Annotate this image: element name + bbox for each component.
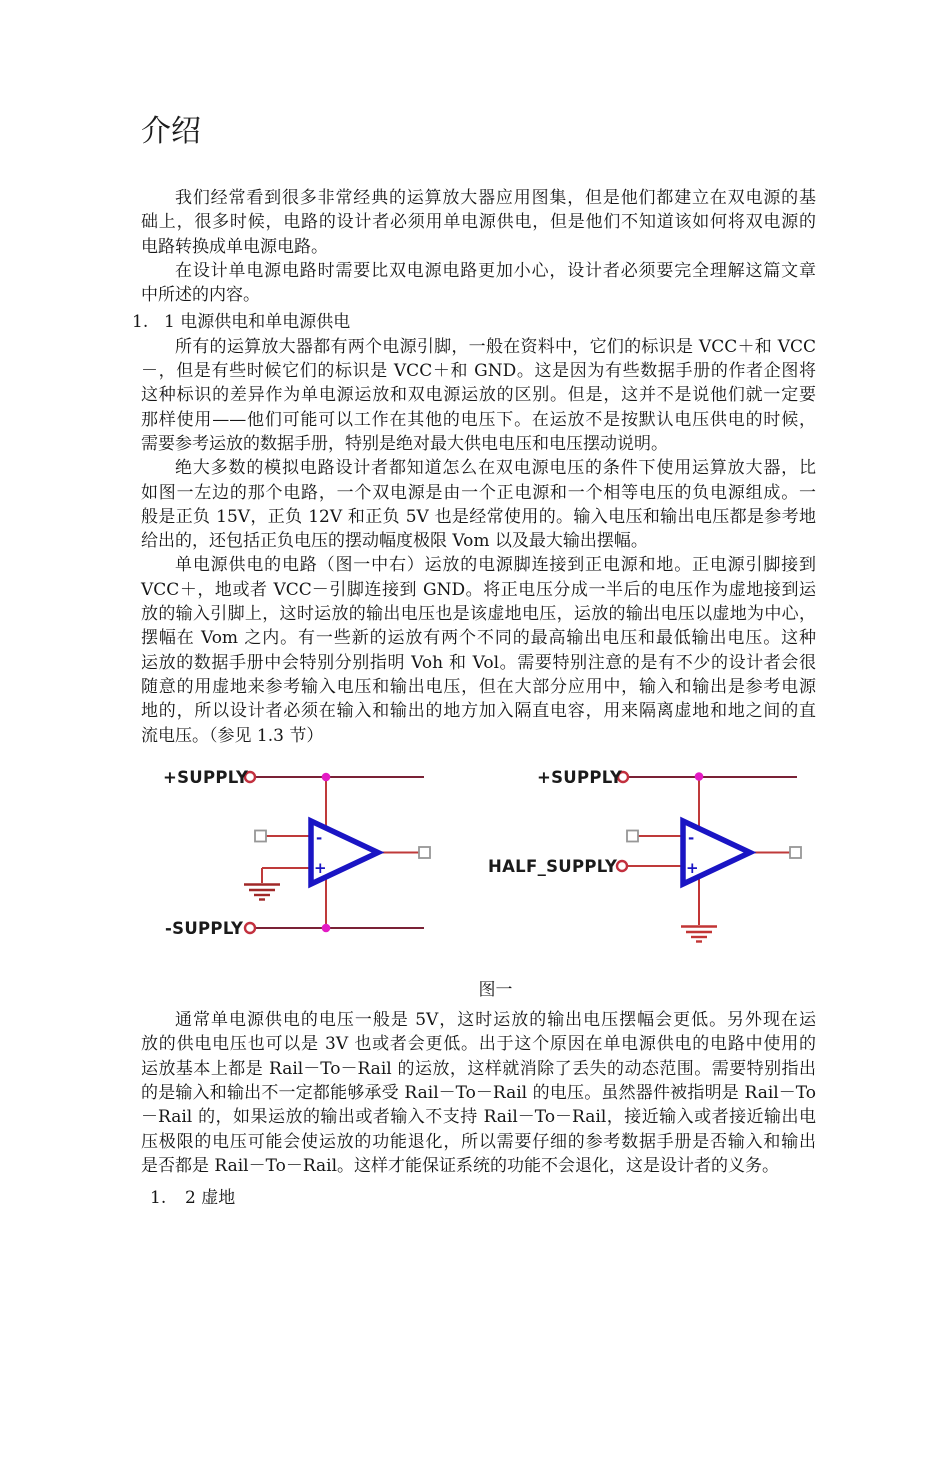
right-output-pad [790, 847, 801, 858]
text-line: 运放的数据手册中会特别分别指明 Voh 和 Vol。需要特别注意的是有不少的设计者会很 [141, 652, 816, 673]
text-line: 那样使用——他们可能可以工作在其他的电压下。在运放不是按默认电压供电的时候， [141, 409, 816, 430]
text-line: 放的供电电压也可以是 3V 也或者会更低。出于这个原因在单电源供电的电路中使用的 [141, 1034, 816, 1055]
list-item-virtual-ground [141, 1186, 816, 1210]
right-opamp-plus-sign: + [686, 858, 699, 877]
left-minus-supply-terminal [245, 923, 255, 933]
list-item-label: 2 虚地 [185, 1188, 236, 1209]
text-line: 所有的运算放大器都有两个电源引脚，一般在资料中，它们的标识是 VCC＋和 VCC [175, 336, 816, 357]
figure-caption: 图一 [478, 979, 513, 1000]
right-ground-symbol [681, 926, 717, 941]
text-line: 运放基本上都是 Rail－To－Rail 的运放，这样就消除了丢失的动态范围。需要特别指出 [141, 1058, 816, 1079]
text-line: 础上，很多时候，电路的设计者必须用单电源供电，但是他们不知道该如何将双电源的 [141, 212, 816, 233]
paragraph-single-supply [141, 553, 816, 747]
paragraph-dual-supply [141, 456, 816, 553]
figure-1-schematic [130, 750, 810, 950]
text-line: 需要参考运放的数据手册，特别是绝对最大供电电压和电压摆动说明。 [141, 433, 668, 454]
text-column [0, 112, 950, 1211]
text-line: 随意的用虚地来参考输入电压和输出电压，但在大部分应用中，输入和输出是参考电源 [141, 676, 816, 697]
page-title: 介绍 [141, 114, 201, 149]
text-line: 流电压。（参见 1.3 节） [141, 725, 324, 746]
left-ground-symbol [244, 884, 280, 899]
right-plus-supply-label: +SUPPLY [537, 767, 623, 787]
left-opamp-minus-sign: - [316, 828, 323, 847]
text-line: 我们经常看到很多非常经典的运算放大器应用图集，但是他们都建立在双电源的基 [175, 188, 816, 208]
text-line: 如图一左边的那个电路，一个双电源是由一个正电源和一个相等电压的负电源组成。一 [141, 482, 816, 503]
left-top-junction-dot [322, 773, 331, 782]
text-line: 摆幅在 Vom 之内。有一些新的运放有两个不同的最高输出电压和最低输出电压。这种 [141, 628, 816, 649]
text-line: －Rail 的，如果运放的输出或者输入不支持 Rail－To－Rail，接近输入或者接近输出电 [141, 1107, 816, 1128]
left-output-pad [419, 847, 430, 858]
text-line: 电路转换成单电源电路。 [141, 236, 328, 257]
text-line: 是否都是 Rail－To－Rail。这样才能保证系统的功能不会退化，这是设计者的义务。 [141, 1155, 780, 1176]
right-input-pad [627, 830, 638, 841]
text-line: 地的，所以设计者必须在输入和输出的地方加入隔直电容，用来隔离虚地和地之间的直 [141, 701, 816, 722]
text-line: 在设计单电源电路时需要比双电源电路更加小心，设计者必须要完全理解这篇文章 [175, 260, 816, 281]
text-line: 压极限的电压可能会使运放的功能退化，所以需要仔细的参考数据手册是否输入和输出 [141, 1131, 816, 1152]
paragraph-intro-1 [141, 186, 816, 259]
text-line: VCC＋，地或者 VCC－引脚连接到 GND。将正电压分成一半后的电压作为虚地接到运 [141, 579, 816, 600]
text-line: 的是输入和输出不一定都能够承受 Rail－To－Rail 的电压。虽然器件被指明是 Rail－To [141, 1083, 816, 1104]
right-half-supply-label: HALF_SUPPLY [488, 856, 618, 876]
left-input-pad [255, 830, 266, 841]
right-top-junction-dot [695, 772, 704, 781]
text-line: 中所述的内容。 [141, 285, 260, 306]
document-page [0, 112, 950, 1457]
list-number: 1. [150, 1188, 167, 1209]
text-line: 这种标识的差异作为单电源运放和双电源运放的区别。但是，这并不是说他们就一定要 [141, 385, 816, 406]
paragraph-rail-to-rail [141, 1008, 816, 1178]
left-plus-supply-label: +SUPPLY [163, 767, 249, 787]
right-half-supply-terminal [617, 861, 627, 871]
right-opamp-minus-sign: - [688, 828, 695, 847]
left-minus-supply-label: -SUPPLY [165, 918, 244, 938]
text-line: 单电源供电的电路（图一中右）运放的电源脚连接到正电源和地。正电源引脚接到 [175, 555, 816, 576]
text-line: 通常单电源供电的电压一般是 5V，这时运放的输出电压摆幅会更低。另外现在运 [175, 1010, 816, 1031]
text-line: 放的输入引脚上，这时运放的输出电压也是该虚地电压，运放的输出电压以虚地为中心， [141, 604, 816, 625]
text-line: －，但是有些时候它们的标识是 VCC＋和 GND。这是因为有些数据手册的作者企图将 [141, 361, 816, 382]
paragraph-pins [141, 335, 816, 456]
list-item-label: 1 电源供电和单电源供电 [164, 312, 351, 333]
left-bottom-junction-dot [322, 924, 331, 933]
paragraph-intro-2 [141, 259, 816, 308]
list-number: 1. [132, 312, 149, 333]
left-opamp-plus-sign: + [314, 858, 327, 877]
list-item-power-supply [132, 310, 816, 334]
text-line: 般是正负 15V，正负 12V 和正负 5V 也是经常使用的。输入电压和输出电压都是参考地 [141, 506, 816, 527]
text-line: 给出的，还包括正负电压的摆动幅度极限 Vom 以及最大输出摆幅。 [141, 531, 648, 552]
text-line: 绝大多数的模拟电路设计者都知道怎么在双电源电压的条件下使用运算放大器，比 [175, 458, 816, 479]
